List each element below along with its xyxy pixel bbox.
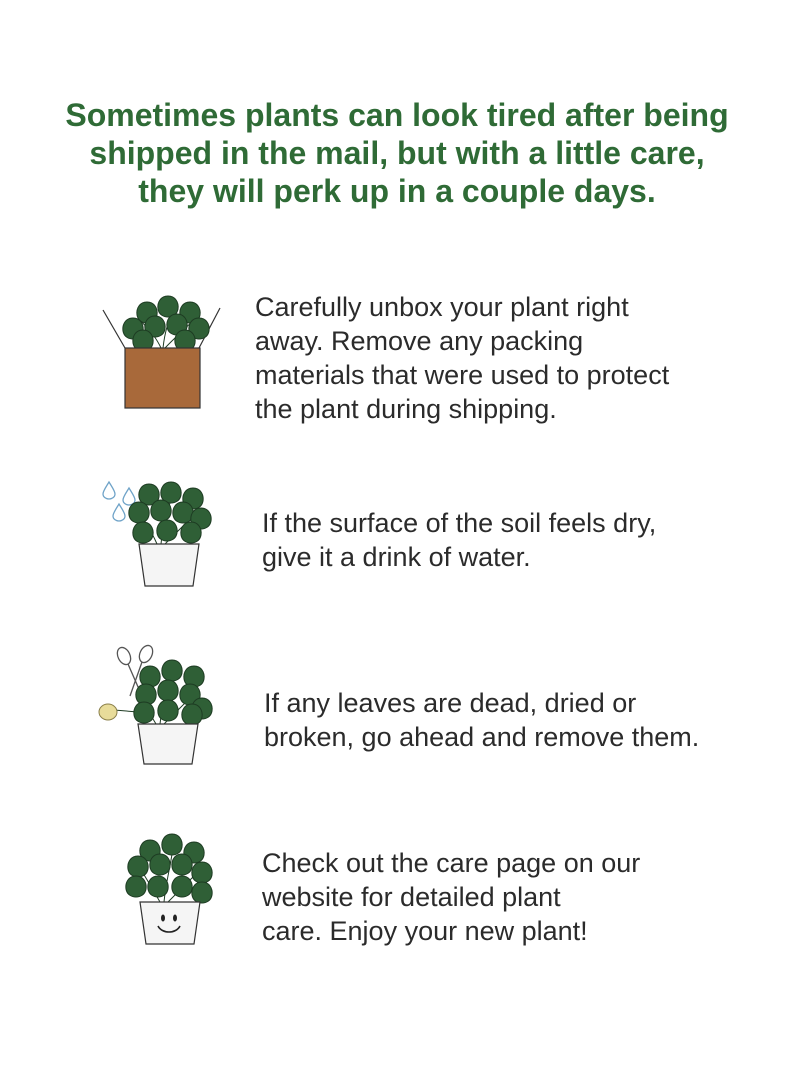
headline (0, 96, 794, 210)
step-text (264, 686, 699, 754)
pruning-plant-icon (90, 640, 230, 770)
water-drop-icon (123, 488, 135, 505)
step-line: give it a drink of water. (262, 542, 531, 572)
step-line: broken, go ahead and remove them. (264, 722, 700, 752)
watering-plant-icon (95, 472, 235, 602)
step-text (262, 846, 640, 948)
dead-leaf-icon (99, 704, 117, 720)
water-drop-icon (103, 482, 115, 499)
unboxing-plant-icon (95, 290, 235, 420)
happy-plant-icon (90, 830, 230, 960)
step-line: materials that were used to protect (255, 360, 670, 390)
step-line: the plant during shipping. (255, 394, 557, 424)
headline-line: Sometimes plants can look tired after being (65, 97, 729, 133)
step-text (255, 290, 669, 426)
step-text (262, 506, 656, 574)
step-line: If any leaves are dead, dried or (264, 688, 637, 718)
water-drop-icon (113, 504, 125, 521)
step-line: If the surface of the soil feels dry, (262, 508, 657, 538)
step-line: Check out the care page on our (262, 848, 641, 878)
headline-line: shipped in the mail, but with a little care, (89, 135, 705, 171)
headline-line: they will perk up in a couple days. (138, 173, 656, 209)
step-line: care. Enjoy your new plant! (262, 916, 588, 946)
step-line: Carefully unbox your plant right (255, 292, 629, 322)
step-line: away. Remove any packing (255, 326, 584, 356)
step-line: website for detailed plant (262, 882, 561, 912)
